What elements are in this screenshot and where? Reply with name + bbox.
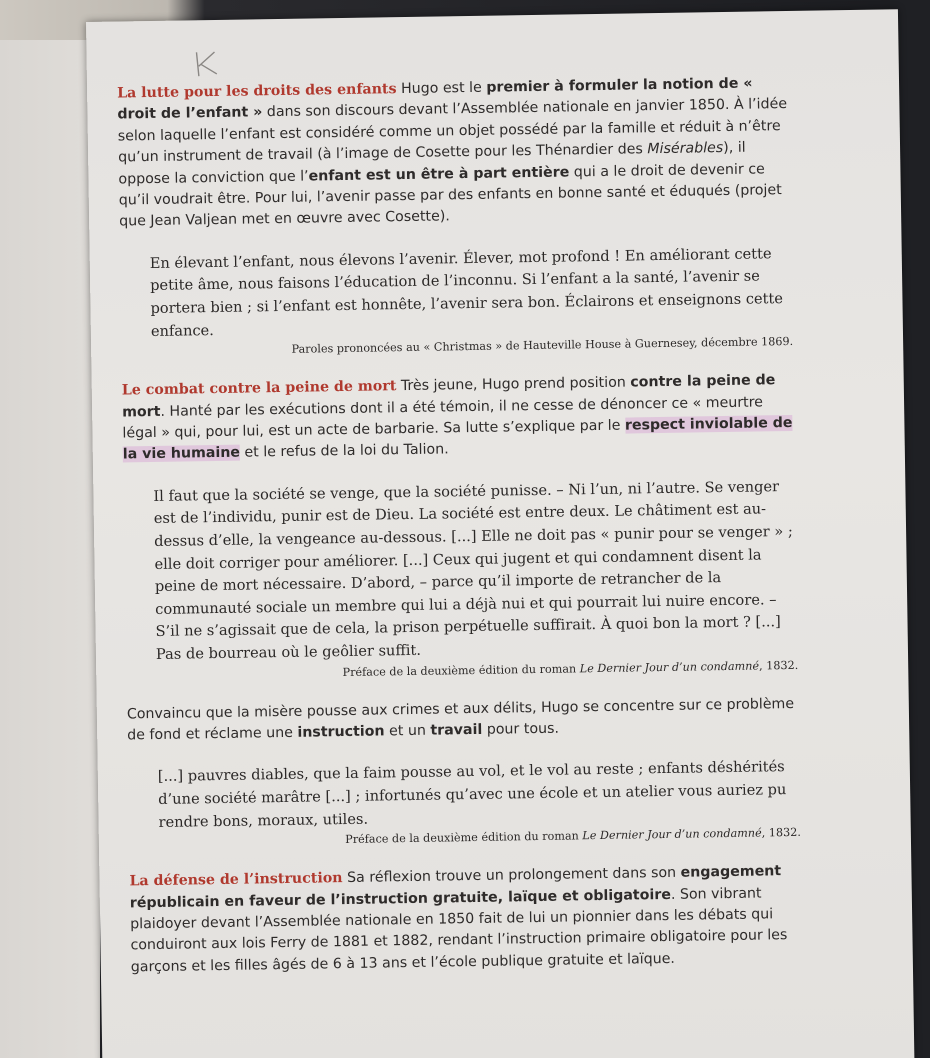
document-page bbox=[86, 9, 915, 1058]
section-misery: Convaincu que la misère pousse aux crimes et aux délits, Hugo se concentre sur ce problème de fond et réclame une instruction et un travail pour tous. bbox=[126, 695, 795, 744]
quote-block bbox=[128, 756, 801, 851]
quote-text: En élevant l’enfant, nous élevons l’avenir. Élever, mot profond ! En améliorant cette petite âme, nous faisons l’éducation de l’inconnu. Si l’enfant a la santé, l’avenir se portera bien ; si l’enfant est honnête, l’avenir sera bon. Éclairons et enseignons cette enfance. bbox=[149, 245, 784, 340]
page-left-margin bbox=[0, 40, 100, 1058]
quote-source: Préface de la deuxième édition du roman Le Dernier Jour d’un condamné, 1832. bbox=[342, 658, 799, 679]
quote-source: Paroles prononcées au « Christmas » de Hauteville House à Guernesey, décembre 1869. bbox=[291, 335, 794, 357]
section-heading: La défense de l’instruction bbox=[129, 870, 343, 890]
page-content bbox=[117, 73, 803, 979]
handwritten-x-mark bbox=[194, 48, 218, 78]
section-children-rights: La lutte pour les droits des enfants Hugo est le premier à formuler la notion de « droit de l’enfant » dans son discours devant l’Assemblée nationale en janvier 1850. À l’idée selon laquelle l’enfant est considéré comme un objet possédé par la famille et réduit à n’être qu’un instrument de travail (à l’image de Cosette pour les Thénardier des Misérables), il oppose la conviction que l’enfant est un être à part entière qui a le droit de devenir ce qu’il voudrait être. Pour lui, l’avenir passe par des enfants en bonne santé et éduqués (projet que Jean Valjean met en œuvre avec Cosette). bbox=[117, 75, 788, 230]
quote-text: [...] pauvres diables, que la faim pousse au vol, et le vol au reste ; enfants déshérités d’une société marâtre [...] ; infortunés qu’avec une école et un atelier vous auriez pu rendre bons, moraux, utiles. bbox=[157, 758, 787, 831]
section-heading: Le combat contre la peine de mort bbox=[121, 378, 397, 399]
quote-block bbox=[123, 476, 798, 684]
section-heading: La lutte pour les droits des enfants bbox=[117, 81, 397, 102]
quote-block bbox=[120, 243, 794, 361]
section-education: La défense de l’instruction Sa réflexion trouve un prolongement dans son engagement républicain en faveur de l’instruction gratuite, laïque et obligatoire. Son vibrant plaidoyer devant l’Assemblée nationale en 1850 fait de lui un pionnier dans les débats qui conduiront aux lois Ferry de 1881 et 1882, rendant l’instruction primaire obligatoire pour les garçons et les filles âgés de 6 à 13 ans et l’école publique gratuite et laïque. bbox=[129, 863, 788, 976]
section-death-penalty: Le combat contre la peine de mort Très jeune, Hugo prend position contre la peine de mort. Hanté par les exécutions dont il a été témoin, il ne cesse de dénoncer ce « meurtre légal » qui, pour lui, est un acte de barbarie. Sa lutte s’explique par le respect inviolable de la vie humaine et le refus de la loi du Talion. bbox=[121, 372, 793, 463]
quote-text: Il faut que la société se venge, que la société punisse. – Ni l’un, ni l’autre. Se venger est de l’individu, punir est de Dieu. La société est entre deux. Le châtiment est au-dessus d’elle, la vengeance au-dessous. [...] Elle ne doit pas « punir pour se venger » ; elle doit corriger pour améliorer. [...] Ceux qui jugent et qui condamnent disent la peine de mort nécessaire. D’abord, – parce qu’il importe de retrancher de la communauté sociale un membre qui lui a déjà nui et qui pourrait lui nuire encore. – S’il ne s’agissait que de cela, la prison perpétuelle suffirait. À quoi bon la mort ? [...] Pas de bourreau où le geôlier suffit. bbox=[153, 478, 793, 663]
quote-source: Préface de la deuxième édition du roman Le Dernier Jour d’un condamné, 1832. bbox=[345, 826, 801, 847]
